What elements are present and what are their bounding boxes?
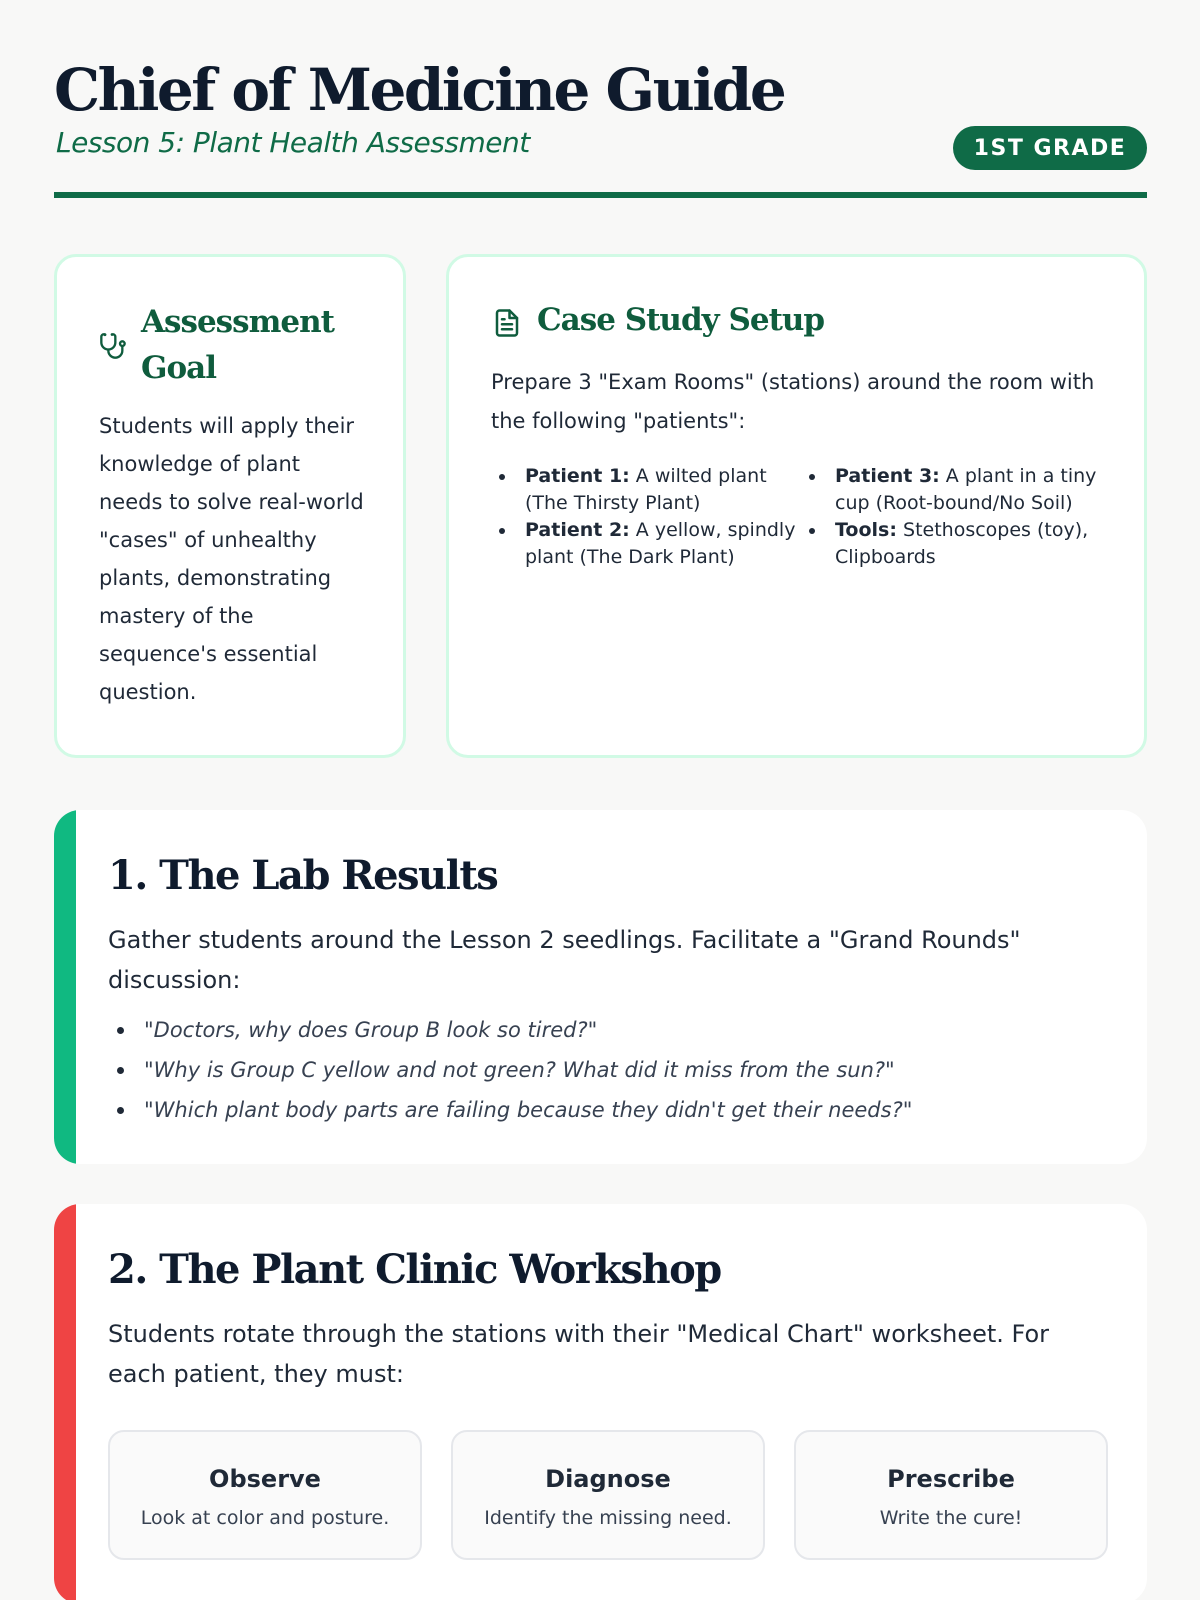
step-card-prescribe	[794, 1430, 1108, 1560]
step-title: Observe	[209, 1465, 321, 1493]
list-item	[801, 463, 1111, 517]
lab-results-section	[54, 810, 1147, 1164]
assessment-goal-text: Students will apply their knowledge of plant needs to solve real-world "cases" of unhealthy plants, demonstrating mastery of the sequence's essential question.	[99, 414, 364, 704]
patient-list-right	[801, 463, 1111, 571]
step-description: Look at color and posture.	[140, 1507, 390, 1529]
case-study-intro: Prepare 3 "Exam Rooms" (stations) around the room with the following "patients":	[491, 370, 1095, 433]
header-divider	[54, 192, 1147, 198]
step-card-diagnose	[451, 1430, 765, 1560]
stethoscope-icon	[99, 332, 127, 364]
assessment-goal-card	[54, 254, 406, 758]
section-text: Gather students around the Lesson 2 seedlings. Facilitate a "Grand Rounds" discussion:	[108, 926, 1021, 994]
section-accent-mask	[76, 810, 98, 1164]
section-accent-mask	[76, 1204, 98, 1600]
grade-badge: 1ST GRADE	[953, 126, 1147, 170]
step-description: Write the cure!	[879, 1507, 1023, 1529]
clinic-steps	[108, 1430, 1108, 1560]
item-text: A plant in a tiny cup (Root-bound/No Soil)	[835, 465, 1097, 514]
section-title: 1. The Lab Results	[108, 852, 498, 899]
section-accent-bar	[54, 1204, 76, 1600]
step-card-observe	[108, 1430, 422, 1560]
step-title: Diagnose	[545, 1465, 671, 1493]
section-text: Students rotate through the stations with their "Medical Chart" worksheet. For each patient, they must:	[108, 1320, 1050, 1388]
item-label: Tools:	[835, 519, 897, 541]
item-label: Patient 1:	[525, 465, 630, 487]
discussion-questions	[108, 1010, 912, 1130]
document-icon	[492, 307, 522, 343]
section-title: 2. The Plant Clinic Workshop	[108, 1246, 721, 1293]
list-item: "Which plant body parts are failing because they didn't get their needs?"	[108, 1090, 912, 1130]
page-subtitle: Lesson 5: Plant Health Assessment	[56, 126, 530, 159]
item-label: Patient 2:	[525, 519, 630, 541]
step-title: Prescribe	[887, 1465, 1015, 1493]
section-accent-bar	[54, 810, 76, 1164]
list-item	[801, 517, 1111, 571]
list-item	[491, 463, 801, 517]
item-text: Stethoscopes (toy), Clipboards	[835, 519, 1089, 568]
page-title: Chief of Medicine Guide	[54, 56, 785, 124]
patient-list-left	[491, 463, 801, 571]
assessment-goal-heading: Assessment Goal	[141, 304, 334, 386]
item-text: A yellow, spindly plant (The Dark Plant)	[525, 519, 796, 568]
plant-clinic-section	[54, 1204, 1147, 1600]
case-study-card	[446, 254, 1147, 758]
item-text: A wilted plant (The Thirsty Plant)	[525, 465, 767, 514]
step-description: Identify the missing need.	[484, 1507, 732, 1529]
item-label: Patient 3:	[835, 465, 940, 487]
list-item: "Why is Group C yellow and not green? What did it miss from the sun?"	[108, 1050, 912, 1090]
list-item: "Doctors, why does Group B look so tired?"	[108, 1010, 912, 1050]
case-study-heading: Case Study Setup	[537, 302, 825, 338]
page-header	[54, 52, 1147, 200]
patient-list	[491, 463, 1111, 571]
list-item	[491, 517, 801, 571]
